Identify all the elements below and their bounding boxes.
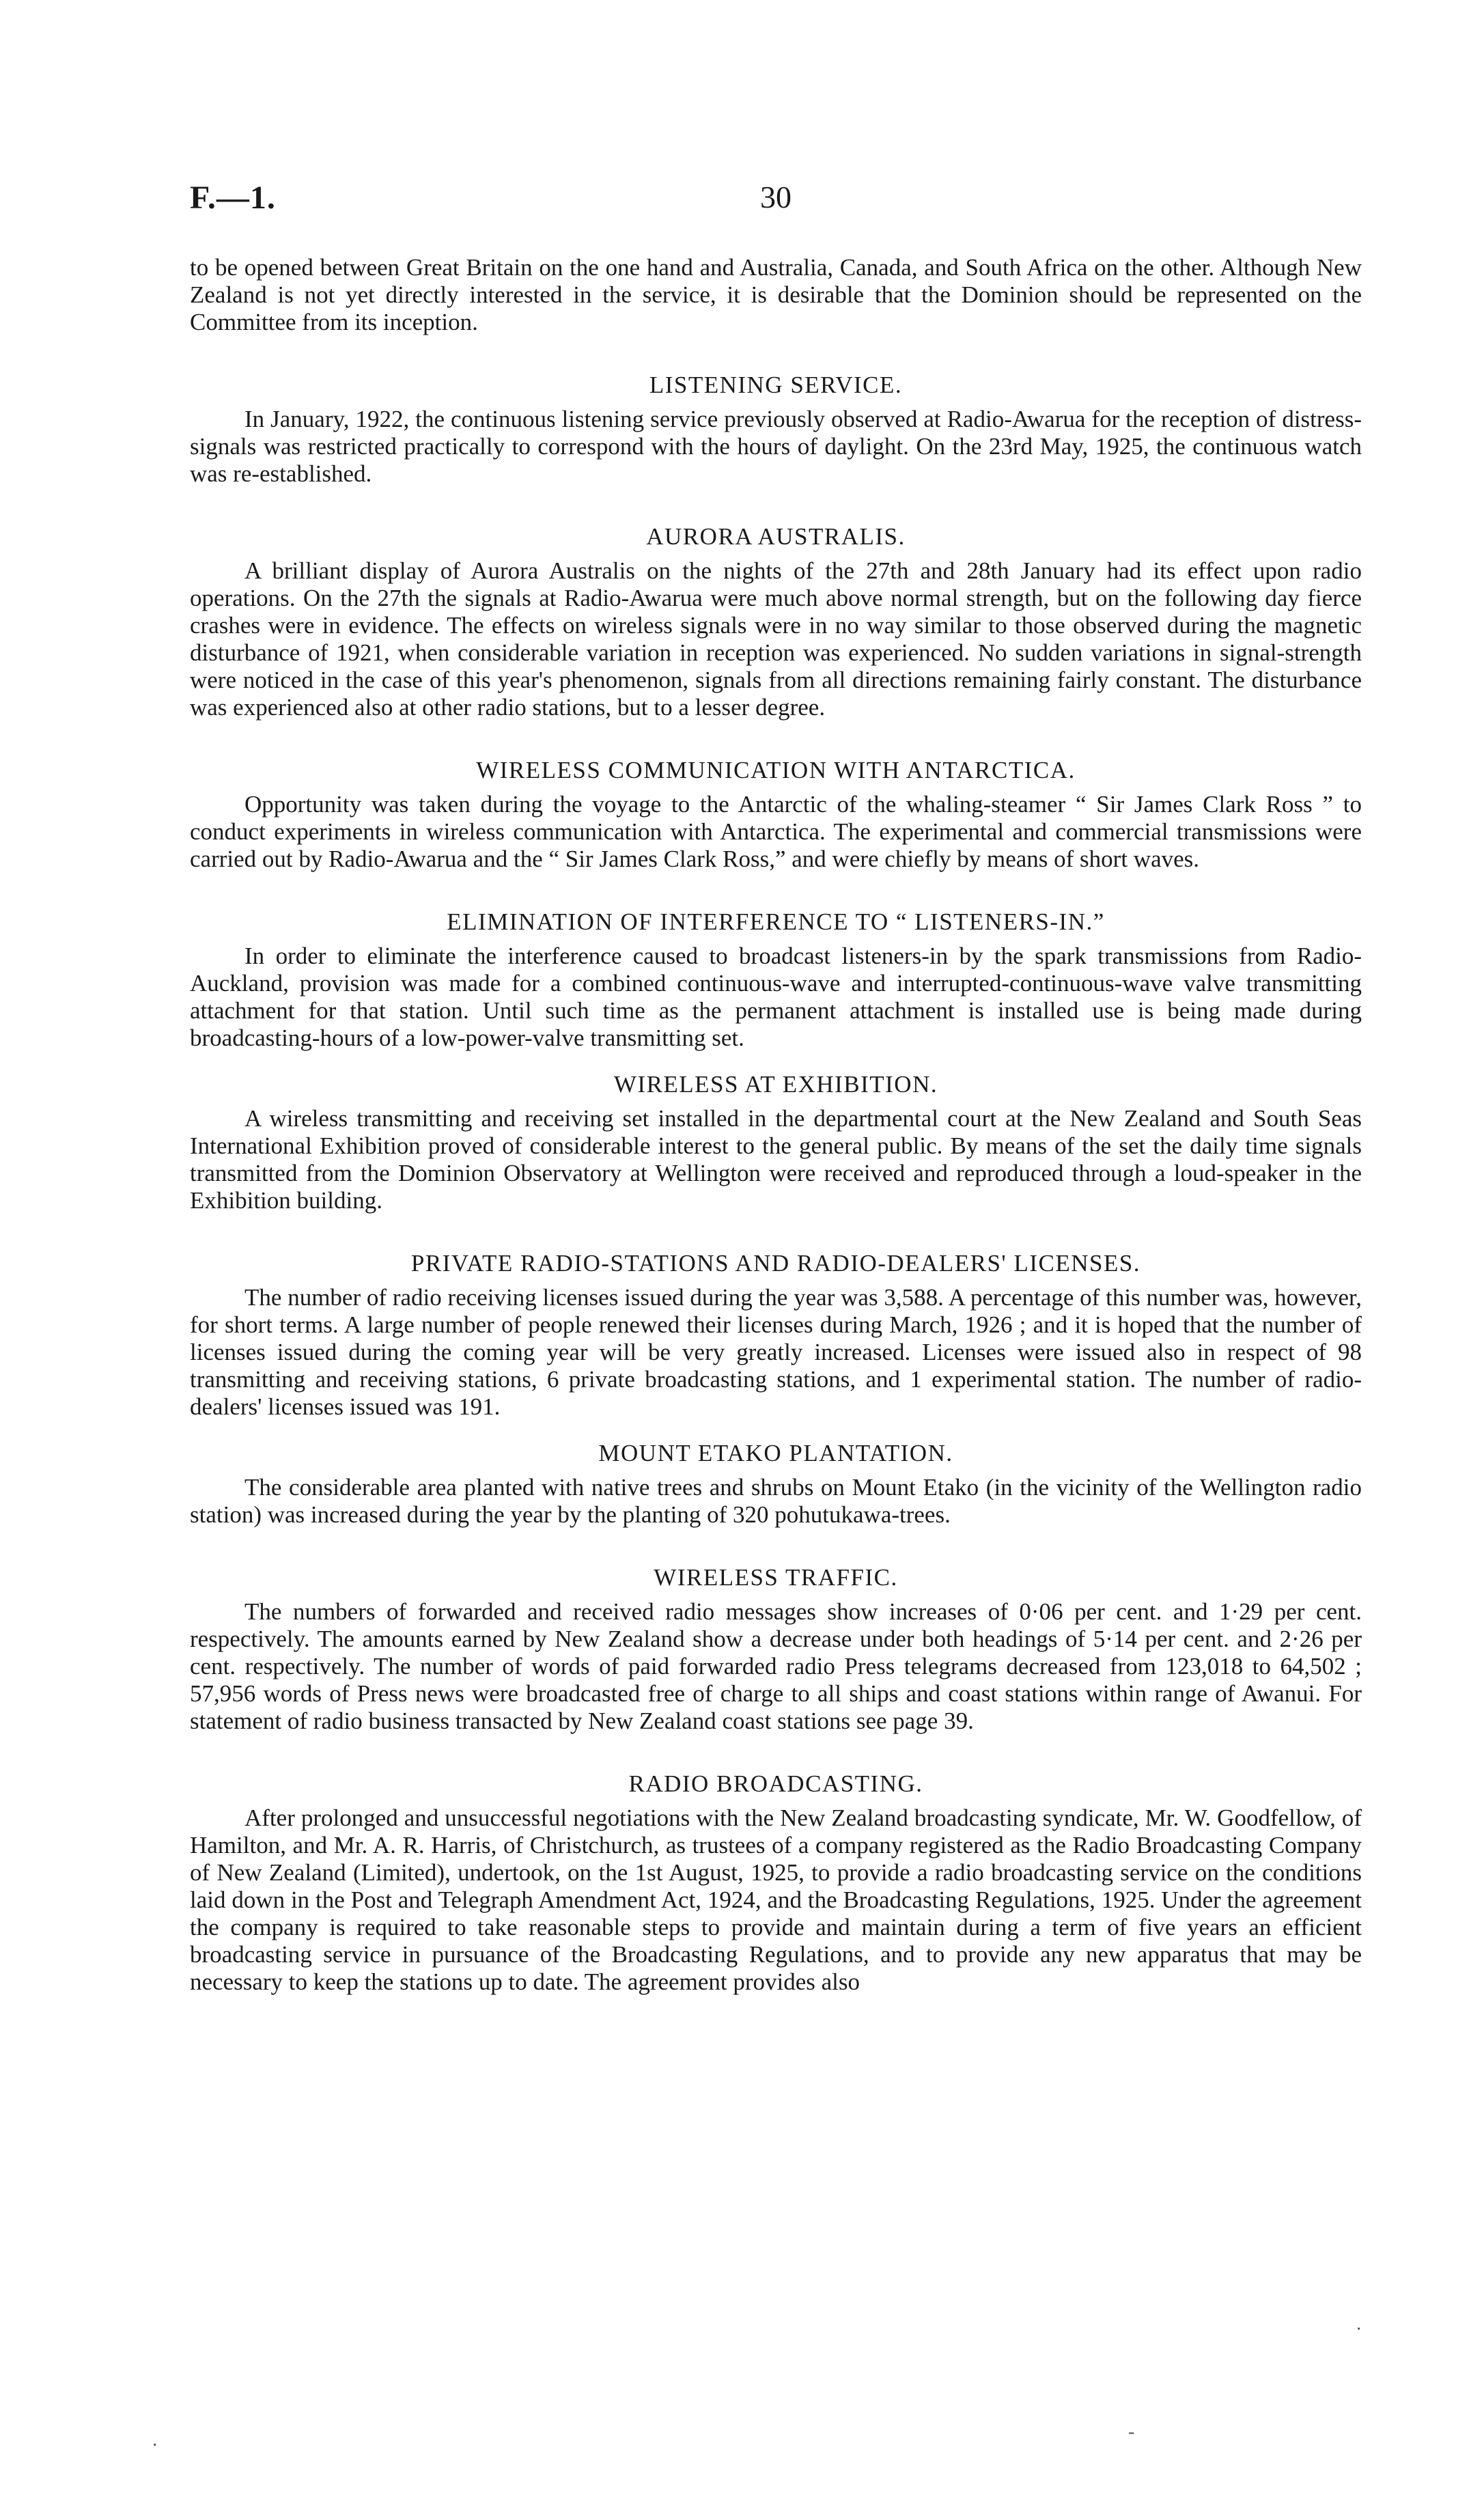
stray-print-mark: · — [152, 2435, 158, 2456]
section-heading: RADIO BROADCASTING. — [628, 1770, 923, 1797]
section-paragraph: A wireless transmitting and receiving set installed in the departmental court at the New Zealand and South Seas International Exhibition proved of considerable interest to the general public. By means of the set the daily time signals transmitted from the Dominion Observatory at Wellington were received and reproduced through a loud-speaker in the Exhibition building. — [190, 1105, 1362, 1214]
stray-print-mark: - — [1128, 2421, 1135, 2442]
section-elimination-of-interference — [190, 908, 1362, 1052]
section-heading: MOUNT ETAKO PLANTATION. — [598, 1440, 953, 1466]
page-reference: F.—1. — [190, 180, 276, 216]
section-paragraph: The numbers of forwarded and received radio messages show increases of 0·06 per cent. and 1·29 per cent. respectively. The amounts earned by New Zealand show a decrease under both headings of 5·14 per cent. and 2·26 per cent. respectively. The number of words of paid forwarded radio Press telegrams decreased from 123,018 to 64,502 ; 57,956 words of Press news were broadcasted free of charge to all ships and coast stations within range of Awanui. For statement of radio business transacted by New Zealand coast stations see page 39. — [190, 1598, 1362, 1734]
section-heading: ELIMINATION OF INTERFERENCE TO “ LISTENERS-IN.” — [447, 908, 1105, 935]
section-paragraph: After prolonged and unsuccessful negotiations with the New Zealand broadcasting syndicate, Mr. W. Goodfellow, of Hamilton, and Mr. A. R. Harris, of Christchurch, as trustees of a company registered as the Radio Broadcasting Company of New Zealand (Limited), undertook, on the 1st August, 1925, to provide a radio broadcasting service on the conditions laid down in the Post and Telegraph Amendment Act, 1924, and the Broadcasting Regulations, 1925. Under the agreement the company is required to take reasonable steps to provide and maintain during a term of five years an efficient broadcasting service in pursuance of the Broadcasting Regulations, and to provide any new apparatus that may be necessary to keep the stations up to date. The agreement provides also — [190, 1805, 1362, 1995]
section-heading: PRIVATE RADIO-STATIONS AND RADIO-DEALERS' LICENSES. — [410, 1250, 1141, 1277]
section-paragraph: Opportunity was taken during the voyage to the Antarctic of the whaling-steamer “ Sir James Clark Ross ” to conduct experiments in wireless communication with Antarctica. The experimental and commercial transmissions were carried out by Radio-Awarua and the “ Sir James Clark Ross,” and were chiefly by means of short waves. — [190, 791, 1362, 872]
section-private-radio-licenses — [190, 1250, 1362, 1421]
section-paragraph: The considerable area planted with native trees and shrubs on Mount Etako (in the vicinity of the Wellington radio station) was increased during the year by the planting of 320 pohutukawa-trees. — [190, 1474, 1362, 1528]
page-body — [190, 254, 1362, 1996]
section-paragraph: The number of radio receiving licenses issued during the year was 3,588. A percentage of this number was, however, for short terms. A large number of people renewed their licenses during March, 1926 ; and it is hoped that the number of licenses issued during the coming year will be very greatly increased. Licenses were issued also in respect of 98 transmitting and receiving stations, 6 private broadcasting stations, and 1 experimental station. The number of radio-dealers' licenses issued was 191. — [190, 1284, 1362, 1420]
section-mount-etako-plantation — [190, 1440, 1362, 1529]
section-heading: WIRELESS TRAFFIC. — [654, 1564, 898, 1591]
section-paragraph: In January, 1922, the continuous listening service previously observed at Radio-Awarua for the reception of distress-signals was restricted practically to correspond with the hours of daylight. On the 23rd May, 1925, the continuous watch was re-established. — [190, 406, 1362, 487]
section-paragraph: A brilliant display of Aurora Australis on the nights of the 27th and 28th January had its effect upon radio operations. On the 27th the signals at Radio-Awarua were much above normal strength, but on the following day fierce crashes were in evidence. The effects on wireless signals were in no way similar to those observed during the magnetic disturbance of 1921, when considerable variation in reception was experienced. No sudden variations in signal-strength were noticed in the case of this year's phenomenon, signals from all directions remaining fairly constant. The disturbance was experienced also at other radio stations, but to a lesser degree. — [190, 557, 1362, 721]
intro-paragraph: to be opened between Great Britain on the one hand and Australia, Canada, and South Africa on the other. Although New Zealand is not yet directly interested in the service, it is desirable that the Dominion should be represented on the Committee from its inception. — [190, 254, 1362, 335]
section-heading: LISTENING SERVICE. — [649, 372, 903, 398]
section-heading: WIRELESS AT EXHIBITION. — [613, 1071, 938, 1098]
section-wireless-at-exhibition — [190, 1071, 1362, 1214]
section-wireless-traffic — [190, 1564, 1362, 1735]
section-radio-broadcasting — [190, 1770, 1362, 1996]
section-listening-service — [190, 372, 1362, 488]
page-number: 30 — [760, 180, 792, 214]
section-heading: AURORA AUSTRALIS. — [646, 523, 906, 550]
page-header — [190, 179, 1362, 227]
section-aurora-australis — [190, 523, 1362, 721]
section-wireless-antarctica — [190, 757, 1362, 873]
stray-print-mark: · — [1356, 2319, 1362, 2340]
section-paragraph: In order to eliminate the interference caused to broadcast listeners-in by the spark transmissions from Radio-Auckland, provision was made for a combined continuous-wave and interrupted-continuous-wave valve transmitting attachment for that station. Until such time as the permanent attachment is installed use is being made during broadcasting-hours of a low-power-valve transmitting set. — [190, 943, 1362, 1051]
section-heading: WIRELESS COMMUNICATION WITH ANTARCTICA. — [476, 757, 1076, 783]
